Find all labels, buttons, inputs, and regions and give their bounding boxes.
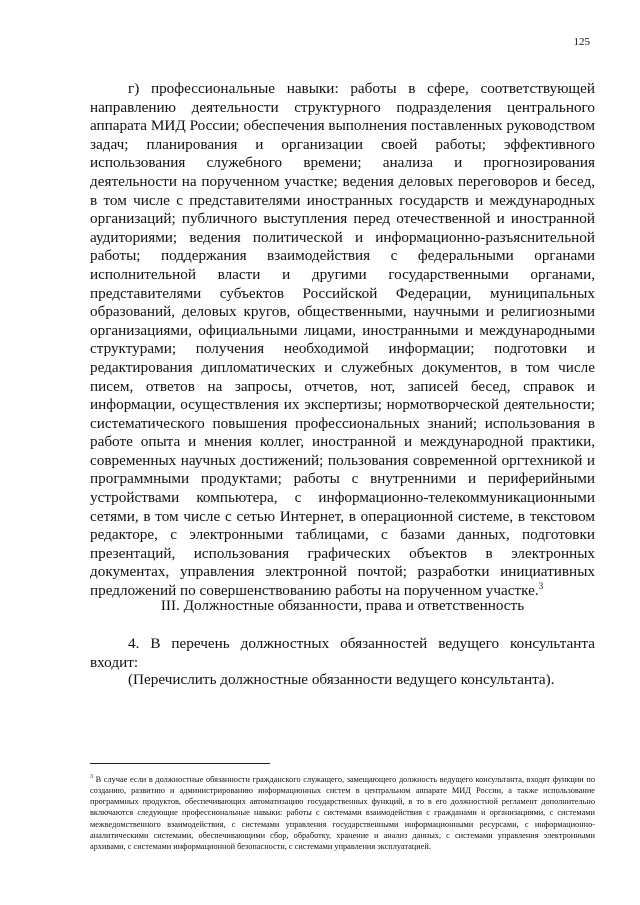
professional-skills-text: г) профессиональные навыки: работы в сфере, соответствующей направлению деятельности структурного подразделения центрального аппарата МИД России; обеспечения выполнения поставленных руководством задач; планирования и организации своей работы; эффективного использования служебного времени; анализа и прогнозирования деятельности на порученном участке; ведения деловых переговоров и бесед, в том числе с представителями иностранных государств и международных организаций; публичного выступления перед отечественной и иностранной аудиториями; ведения политической и информационно-разъяснительной работы; поддержания взаимодействия с федеральными органами исполнительной власти и другими государственными органами, представителями субъектов Российской Федерации, муниципальных образований, деловых кругов, общественными, научными и религиозными организациями, официальными лицами, иностранными и международными структурами; получения необходимой информации; подготовки и редактирования дипломатических и служебных документов, в том числе писем, ответов на запросы, отчетов, нот, записей бесед, справок и информации, осуществления их экспертизы; нормотворческой деятельности; систематического повышения профессиональных знаний; использования в работе опыта и мнения коллег, иностранной и международной практики, современных научных достижений; пользования современной оргтехникой и программными продуктами; работы с внутренними и периферийными устройствами компьютера, с информационно-телекоммуникационными сетями, в том числе с сетью Интернет, в операционной системе, в текстовом редакторе, с электронными таблицами, с базами данных, подготовки презентаций, использования графических объектов в электронных документах, управления электронной почтой; разработки инициативных предложений по совершенствованию работы на порученном участке. bbox=[90, 80, 595, 600]
footnote-number: 3 bbox=[90, 774, 93, 780]
duties-paragraph: 4. В перечень должностных обязанностей ведущего консультанта входит: bbox=[90, 635, 595, 671]
duties-list-placeholder: (Перечислить должностные обязанности ведущего консультанта). bbox=[128, 671, 555, 688]
page-number: 125 bbox=[573, 36, 590, 48]
footnote-divider bbox=[90, 763, 270, 764]
footnote-text: В случае если в должностные обязанности гражданского служащего, замещающего должность ведущего консультанта, входят функции по созданию, развитию и администрированию информационных систем в центральном аппарате МИД России, а также использование программных продуктов, обеспечивающих автоматизацию государственных функций, в то в его должностной регламент дополнительно включаются следующие профессиональные навыки: работы с системами взаимодействия с гражданами и организациями, с системами межведомственного взаимодействия, с системами управления государственными информационными ресурсами, с информационно-аналитическими системами, обеспечивающими сбор, обработку, хранение и анализ данных, с системами управления электронными архивами, с системами информационной безопасности, с системами управления эксплуатацией. bbox=[90, 774, 595, 851]
section-heading: III. Должностные обязанности, права и ответственность bbox=[160, 597, 525, 614]
professional-skills-paragraph bbox=[90, 80, 595, 601]
footnote-reference: 3 bbox=[538, 580, 544, 591]
footnote bbox=[90, 772, 595, 852]
